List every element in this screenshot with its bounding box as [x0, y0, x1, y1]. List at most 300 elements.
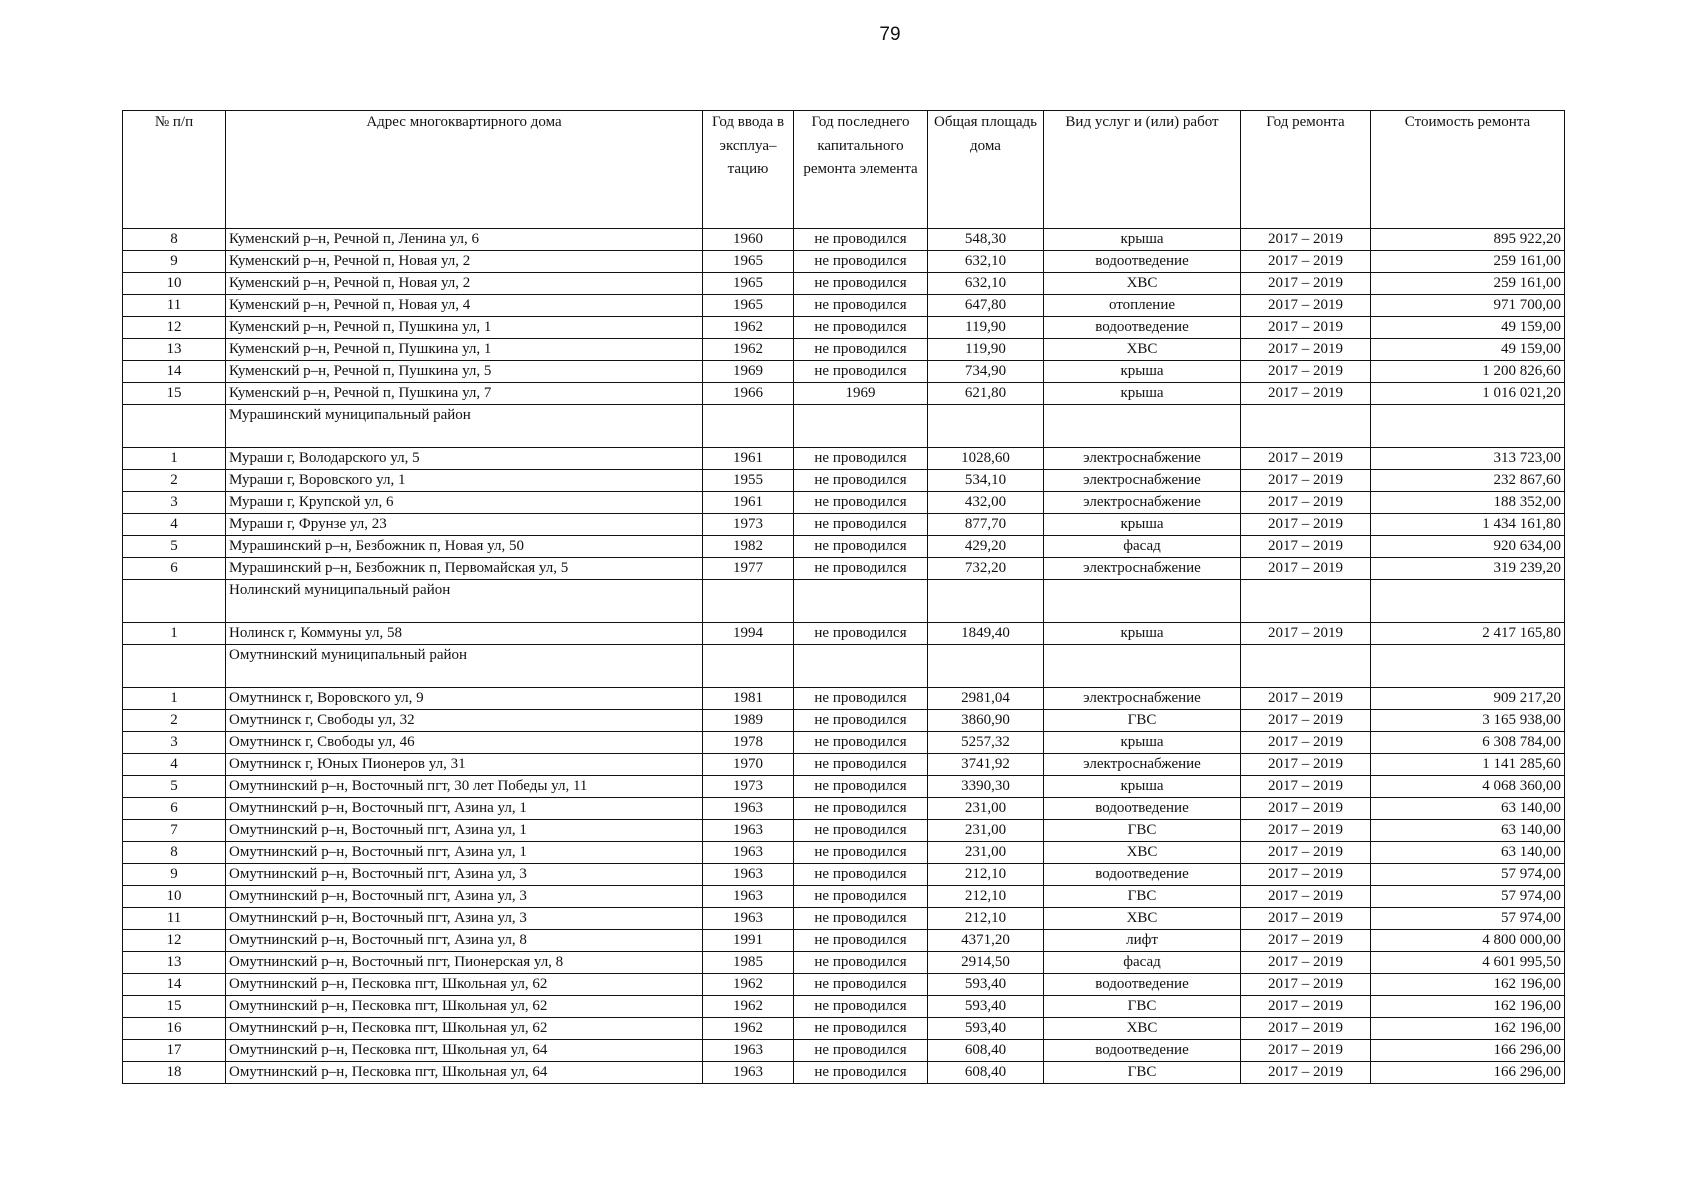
cell-year-built: 1963	[703, 842, 794, 864]
cell-area: 231,00	[928, 798, 1044, 820]
cell-last-repair: не проводился	[794, 974, 928, 996]
cell-service: электроснабжение	[1044, 470, 1241, 492]
cell-repair-year: 2017 – 2019	[1241, 448, 1371, 470]
cell-cost: 319 239,20	[1371, 558, 1565, 580]
cell-area: 548,30	[928, 229, 1044, 251]
cell-year-built: 1994	[703, 623, 794, 645]
cell-last-repair: не проводился	[794, 710, 928, 732]
table-row	[123, 492, 1565, 514]
cell-address: Омутнинск г, Свободы ул, 46	[226, 732, 703, 754]
cell-area: 877,70	[928, 514, 1044, 536]
cell-service: водоотведение	[1044, 864, 1241, 886]
cell-service: ХВС	[1044, 339, 1241, 361]
cell-area: 534,10	[928, 470, 1044, 492]
cell-repair-year: 2017 – 2019	[1241, 930, 1371, 952]
cell-service: электроснабжение	[1044, 688, 1241, 710]
cell-repair-year: 2017 – 2019	[1241, 339, 1371, 361]
cell-year-built: 1969	[703, 361, 794, 383]
cell-area: 429,20	[928, 536, 1044, 558]
cell-number: 2	[123, 710, 226, 732]
cell-year-built: 1977	[703, 558, 794, 580]
cell-address: Омутнинский р–н, Восточный пгт, Азина ул, 1	[226, 842, 703, 864]
table-row	[123, 952, 1565, 974]
table-row	[123, 317, 1565, 339]
cell-last-repair: не проводился	[794, 1018, 928, 1040]
cell-number: 6	[123, 798, 226, 820]
cell-address: Омутнинск г, Воровского ул, 9	[226, 688, 703, 710]
cell-number: 2	[123, 470, 226, 492]
cell-service: крыша	[1044, 776, 1241, 798]
table-body	[123, 229, 1565, 1084]
cell-cost: 259 161,00	[1371, 273, 1565, 295]
cell-repair-year: 2017 – 2019	[1241, 536, 1371, 558]
cell-number: 10	[123, 886, 226, 908]
cell-number: 5	[123, 776, 226, 798]
page-number: 79	[879, 24, 901, 45]
cell-year-built: 1961	[703, 448, 794, 470]
cell-address: Куменский р–н, Речной п, Новая ул, 2	[226, 251, 703, 273]
cell-service: электроснабжение	[1044, 754, 1241, 776]
cell-number: 4	[123, 514, 226, 536]
cell-service: ХВС	[1044, 273, 1241, 295]
cell-last-repair: не проводился	[794, 229, 928, 251]
cell-cost: 49 159,00	[1371, 339, 1565, 361]
cell-year-built: 1963	[703, 798, 794, 820]
cell-area: 732,20	[928, 558, 1044, 580]
cell-repair-year: 2017 – 2019	[1241, 558, 1371, 580]
empty-cell	[123, 645, 226, 688]
cell-number: 12	[123, 930, 226, 952]
cell-address: Омутнинский р–н, Песковка пгт, Школьная ул, 64	[226, 1040, 703, 1062]
cell-last-repair: не проводился	[794, 864, 928, 886]
cell-repair-year: 2017 – 2019	[1241, 754, 1371, 776]
cell-address: Омутнинск г, Свободы ул, 32	[226, 710, 703, 732]
cell-year-built: 1963	[703, 1062, 794, 1084]
cell-repair-year: 2017 – 2019	[1241, 470, 1371, 492]
header-col-last-repair: Год последнего капитального ремонта элемента	[794, 111, 928, 229]
cell-area: 632,10	[928, 273, 1044, 295]
cell-service: ГВС	[1044, 710, 1241, 732]
cell-cost: 895 922,20	[1371, 229, 1565, 251]
table-row	[123, 229, 1565, 251]
cell-year-built: 1985	[703, 952, 794, 974]
cell-repair-year: 2017 – 2019	[1241, 492, 1371, 514]
cell-address: Омутнинский р–н, Песковка пгт, Школьная ул, 62	[226, 996, 703, 1018]
cell-area: 593,40	[928, 1018, 1044, 1040]
cell-repair-year: 2017 – 2019	[1241, 908, 1371, 930]
cell-cost: 63 140,00	[1371, 820, 1565, 842]
section-title: Омутнинский муниципальный район	[226, 645, 703, 688]
cell-cost: 162 196,00	[1371, 1018, 1565, 1040]
cell-number: 7	[123, 820, 226, 842]
cell-address: Омутнинский р–н, Восточный пгт, Азина ул, 8	[226, 930, 703, 952]
cell-number: 18	[123, 1062, 226, 1084]
cell-address: Мурашинский р–н, Безбожник п, Первомайская ул, 5	[226, 558, 703, 580]
cell-repair-year: 2017 – 2019	[1241, 732, 1371, 754]
table-row	[123, 688, 1565, 710]
cell-repair-year: 2017 – 2019	[1241, 688, 1371, 710]
cell-cost: 259 161,00	[1371, 251, 1565, 273]
cell-last-repair: не проводился	[794, 952, 928, 974]
cell-last-repair: не проводился	[794, 317, 928, 339]
cell-service: ГВС	[1044, 886, 1241, 908]
cell-number: 16	[123, 1018, 226, 1040]
cell-address: Куменский р–н, Речной п, Пушкина ул, 7	[226, 383, 703, 405]
empty-cell	[1241, 405, 1371, 448]
cell-address: Куменский р–н, Речной п, Новая ул, 4	[226, 295, 703, 317]
cell-repair-year: 2017 – 2019	[1241, 361, 1371, 383]
cell-cost: 57 974,00	[1371, 886, 1565, 908]
cell-year-built: 1963	[703, 820, 794, 842]
cell-area: 621,80	[928, 383, 1044, 405]
cell-number: 6	[123, 558, 226, 580]
cell-area: 2914,50	[928, 952, 1044, 974]
cell-address: Нолинск г, Коммуны ул, 58	[226, 623, 703, 645]
cell-service: ХВС	[1044, 1018, 1241, 1040]
empty-cell	[1044, 580, 1241, 623]
cell-last-repair: не проводился	[794, 842, 928, 864]
cell-service: крыша	[1044, 361, 1241, 383]
cell-address: Куменский р–н, Речной п, Новая ул, 2	[226, 273, 703, 295]
cell-number: 1	[123, 623, 226, 645]
header-row	[123, 111, 1565, 229]
table-row	[123, 974, 1565, 996]
cell-last-repair: не проводился	[794, 470, 928, 492]
cell-repair-year: 2017 – 2019	[1241, 886, 1371, 908]
cell-last-repair: не проводился	[794, 798, 928, 820]
cell-number: 5	[123, 536, 226, 558]
cell-number: 11	[123, 908, 226, 930]
cell-year-built: 1962	[703, 1018, 794, 1040]
cell-last-repair: не проводился	[794, 361, 928, 383]
cell-cost: 1 016 021,20	[1371, 383, 1565, 405]
cell-year-built: 1963	[703, 1040, 794, 1062]
cell-last-repair: не проводился	[794, 930, 928, 952]
cell-cost: 2 417 165,80	[1371, 623, 1565, 645]
header-col-number: № п/п	[123, 111, 226, 229]
table-row	[123, 448, 1565, 470]
cell-year-built: 1991	[703, 930, 794, 952]
cell-address: Куменский р–н, Речной п, Ленина ул, 6	[226, 229, 703, 251]
cell-repair-year: 2017 – 2019	[1241, 273, 1371, 295]
table-row	[123, 536, 1565, 558]
cell-service: электроснабжение	[1044, 448, 1241, 470]
cell-repair-year: 2017 – 2019	[1241, 251, 1371, 273]
cell-number: 8	[123, 842, 226, 864]
cell-number: 14	[123, 361, 226, 383]
cell-service: фасад	[1044, 952, 1241, 974]
header-col-cost: Стоимость ремонта	[1371, 111, 1565, 229]
cell-year-built: 1965	[703, 251, 794, 273]
section-title: Нолинский муниципальный район	[226, 580, 703, 623]
cell-repair-year: 2017 – 2019	[1241, 798, 1371, 820]
cell-address: Мурашинский р–н, Безбожник п, Новая ул, 50	[226, 536, 703, 558]
cell-cost: 4 601 995,50	[1371, 952, 1565, 974]
cell-last-repair: не проводился	[794, 1040, 928, 1062]
table-row	[123, 623, 1565, 645]
cell-address: Омутнинский р–н, Песковка пгт, Школьная ул, 62	[226, 974, 703, 996]
cell-year-built: 1962	[703, 974, 794, 996]
cell-address: Мураши г, Володарского ул, 5	[226, 448, 703, 470]
cell-cost: 166 296,00	[1371, 1062, 1565, 1084]
cell-last-repair: не проводился	[794, 732, 928, 754]
empty-cell	[1371, 405, 1565, 448]
cell-cost: 1 200 826,60	[1371, 361, 1565, 383]
cell-repair-year: 2017 – 2019	[1241, 1062, 1371, 1084]
table-row	[123, 1062, 1565, 1084]
cell-service: водоотведение	[1044, 974, 1241, 996]
cell-area: 734,90	[928, 361, 1044, 383]
cell-year-built: 1960	[703, 229, 794, 251]
empty-cell	[1371, 580, 1565, 623]
empty-cell	[928, 645, 1044, 688]
cell-service: ГВС	[1044, 1062, 1241, 1084]
cell-cost: 909 217,20	[1371, 688, 1565, 710]
cell-repair-year: 2017 – 2019	[1241, 1040, 1371, 1062]
cell-service: отопление	[1044, 295, 1241, 317]
empty-cell	[794, 405, 928, 448]
cell-repair-year: 2017 – 2019	[1241, 842, 1371, 864]
cell-cost: 6 308 784,00	[1371, 732, 1565, 754]
cell-number: 15	[123, 383, 226, 405]
cell-area: 231,00	[928, 842, 1044, 864]
cell-year-built: 1963	[703, 864, 794, 886]
table-row	[123, 470, 1565, 492]
cell-area: 608,40	[928, 1040, 1044, 1062]
cell-number: 4	[123, 754, 226, 776]
empty-cell	[928, 580, 1044, 623]
table-row	[123, 798, 1565, 820]
table-row	[123, 251, 1565, 273]
table-row	[123, 908, 1565, 930]
cell-year-built: 1963	[703, 886, 794, 908]
cell-area: 3390,30	[928, 776, 1044, 798]
table-row	[123, 1040, 1565, 1062]
cell-address: Мураши г, Крупской ул, 6	[226, 492, 703, 514]
empty-cell	[703, 405, 794, 448]
cell-service: лифт	[1044, 930, 1241, 952]
cell-area: 3860,90	[928, 710, 1044, 732]
section-title: Мурашинский муниципальный район	[226, 405, 703, 448]
cell-repair-year: 2017 – 2019	[1241, 864, 1371, 886]
header-col-area: Общая площадь дома	[928, 111, 1044, 229]
cell-last-repair: не проводился	[794, 251, 928, 273]
cell-repair-year: 2017 – 2019	[1241, 623, 1371, 645]
cell-address: Омутнинский р–н, Восточный пгт, Азина ул, 3	[226, 864, 703, 886]
cell-number: 8	[123, 229, 226, 251]
cell-number: 1	[123, 448, 226, 470]
cell-address: Куменский р–н, Речной п, Пушкина ул, 1	[226, 339, 703, 361]
cell-number: 13	[123, 952, 226, 974]
cell-service: водоотведение	[1044, 317, 1241, 339]
cell-service: крыша	[1044, 514, 1241, 536]
cell-address: Куменский р–н, Речной п, Пушкина ул, 5	[226, 361, 703, 383]
cell-number: 14	[123, 974, 226, 996]
header-col-repair-year: Год ремонта	[1241, 111, 1371, 229]
cell-service: фасад	[1044, 536, 1241, 558]
cell-year-built: 1966	[703, 383, 794, 405]
cell-repair-year: 2017 – 2019	[1241, 229, 1371, 251]
cell-year-built: 1963	[703, 908, 794, 930]
cell-cost: 232 867,60	[1371, 470, 1565, 492]
cell-repair-year: 2017 – 2019	[1241, 952, 1371, 974]
header-col-year-built: Год ввода в эксплуа– тацию	[703, 111, 794, 229]
cell-number: 17	[123, 1040, 226, 1062]
cell-year-built: 1962	[703, 339, 794, 361]
cell-repair-year: 2017 – 2019	[1241, 295, 1371, 317]
cell-area: 4371,20	[928, 930, 1044, 952]
cell-area: 593,40	[928, 996, 1044, 1018]
cell-last-repair: не проводился	[794, 492, 928, 514]
cell-number: 1	[123, 688, 226, 710]
cell-repair-year: 2017 – 2019	[1241, 514, 1371, 536]
cell-address: Куменский р–н, Речной п, Пушкина ул, 1	[226, 317, 703, 339]
table-row	[123, 710, 1565, 732]
cell-last-repair: не проводился	[794, 558, 928, 580]
cell-area: 2981,04	[928, 688, 1044, 710]
cell-year-built: 1965	[703, 273, 794, 295]
cell-last-repair: не проводился	[794, 448, 928, 470]
section-row	[123, 580, 1565, 623]
cell-repair-year: 2017 – 2019	[1241, 710, 1371, 732]
cell-address: Мураши г, Воровского ул, 1	[226, 470, 703, 492]
empty-cell	[794, 645, 928, 688]
empty-cell	[703, 580, 794, 623]
cell-cost: 1 434 161,80	[1371, 514, 1565, 536]
table-row	[123, 996, 1565, 1018]
cell-number: 9	[123, 251, 226, 273]
cell-area: 593,40	[928, 974, 1044, 996]
section-row	[123, 645, 1565, 688]
cell-repair-year: 2017 – 2019	[1241, 974, 1371, 996]
cell-area: 432,00	[928, 492, 1044, 514]
empty-cell	[1044, 645, 1241, 688]
cell-year-built: 1973	[703, 776, 794, 798]
cell-address: Омутнинский р–н, Восточный пгт, Азина ул, 1	[226, 798, 703, 820]
cell-address: Омутнинский р–н, Восточный пгт, Пионерская ул, 8	[226, 952, 703, 974]
table-row	[123, 754, 1565, 776]
cell-cost: 971 700,00	[1371, 295, 1565, 317]
cell-number: 15	[123, 996, 226, 1018]
cell-address: Омутнинск г, Юных Пионеров ул, 31	[226, 754, 703, 776]
cell-service: ГВС	[1044, 820, 1241, 842]
cell-area: 3741,92	[928, 754, 1044, 776]
cell-address: Омутнинский р–н, Песковка пгт, Школьная ул, 64	[226, 1062, 703, 1084]
table-row	[123, 339, 1565, 361]
table-row	[123, 514, 1565, 536]
table-row	[123, 383, 1565, 405]
table-row	[123, 558, 1565, 580]
cell-area: 231,00	[928, 820, 1044, 842]
cell-address: Омутнинский р–н, Восточный пгт, Азина ул, 1	[226, 820, 703, 842]
cell-cost: 3 165 938,00	[1371, 710, 1565, 732]
cell-area: 608,40	[928, 1062, 1044, 1084]
cell-year-built: 1982	[703, 536, 794, 558]
cell-area: 5257,32	[928, 732, 1044, 754]
cell-repair-year: 2017 – 2019	[1241, 383, 1371, 405]
empty-cell	[1241, 645, 1371, 688]
cell-year-built: 1978	[703, 732, 794, 754]
cell-cost: 313 723,00	[1371, 448, 1565, 470]
cell-year-built: 1981	[703, 688, 794, 710]
cell-repair-year: 2017 – 2019	[1241, 820, 1371, 842]
cell-number: 10	[123, 273, 226, 295]
empty-cell	[123, 405, 226, 448]
table-row	[123, 776, 1565, 798]
cell-area: 647,80	[928, 295, 1044, 317]
table-row	[123, 295, 1565, 317]
cell-last-repair: не проводился	[794, 908, 928, 930]
cell-year-built: 1970	[703, 754, 794, 776]
cell-area: 1849,40	[928, 623, 1044, 645]
cell-cost: 166 296,00	[1371, 1040, 1565, 1062]
table-row	[123, 930, 1565, 952]
cell-cost: 63 140,00	[1371, 798, 1565, 820]
cell-last-repair: не проводился	[794, 536, 928, 558]
cell-year-built: 1989	[703, 710, 794, 732]
cell-service: ХВС	[1044, 908, 1241, 930]
table-row	[123, 1018, 1565, 1040]
cell-area: 212,10	[928, 908, 1044, 930]
header-col-address: Адрес многоквартирного дома	[226, 111, 703, 229]
cell-repair-year: 2017 – 2019	[1241, 776, 1371, 798]
cell-number: 3	[123, 492, 226, 514]
cell-area: 1028,60	[928, 448, 1044, 470]
empty-cell	[123, 580, 226, 623]
empty-cell	[1044, 405, 1241, 448]
cell-repair-year: 2017 – 2019	[1241, 996, 1371, 1018]
cell-service: крыша	[1044, 383, 1241, 405]
cell-year-built: 1962	[703, 317, 794, 339]
cell-number: 3	[123, 732, 226, 754]
cell-service: крыша	[1044, 732, 1241, 754]
cell-cost: 188 352,00	[1371, 492, 1565, 514]
cell-cost: 57 974,00	[1371, 864, 1565, 886]
cell-service: ХВС	[1044, 842, 1241, 864]
table-row	[123, 732, 1565, 754]
cell-year-built: 1965	[703, 295, 794, 317]
cell-service: крыша	[1044, 229, 1241, 251]
table-row	[123, 820, 1565, 842]
cell-last-repair: не проводился	[794, 514, 928, 536]
cell-address: Омутнинский р–н, Песковка пгт, Школьная ул, 62	[226, 1018, 703, 1040]
cell-cost: 4 068 360,00	[1371, 776, 1565, 798]
cell-last-repair: не проводился	[794, 339, 928, 361]
cell-cost: 1 141 285,60	[1371, 754, 1565, 776]
cell-address: Мураши г, Фрунзе ул, 23	[226, 514, 703, 536]
cell-last-repair: не проводился	[794, 688, 928, 710]
cell-repair-year: 2017 – 2019	[1241, 317, 1371, 339]
repair-registry-table	[122, 110, 1565, 1084]
cell-cost: 162 196,00	[1371, 996, 1565, 1018]
cell-service: водоотведение	[1044, 251, 1241, 273]
cell-cost: 49 159,00	[1371, 317, 1565, 339]
cell-area: 632,10	[928, 251, 1044, 273]
cell-last-repair: не проводился	[794, 886, 928, 908]
cell-cost: 57 974,00	[1371, 908, 1565, 930]
cell-last-repair: не проводился	[794, 820, 928, 842]
cell-number: 12	[123, 317, 226, 339]
table-row	[123, 842, 1565, 864]
cell-area: 212,10	[928, 864, 1044, 886]
cell-last-repair: не проводился	[794, 1062, 928, 1084]
cell-service: ГВС	[1044, 996, 1241, 1018]
cell-area: 212,10	[928, 886, 1044, 908]
cell-year-built: 1961	[703, 492, 794, 514]
cell-repair-year: 2017 – 2019	[1241, 1018, 1371, 1040]
empty-cell	[794, 580, 928, 623]
cell-year-built: 1973	[703, 514, 794, 536]
